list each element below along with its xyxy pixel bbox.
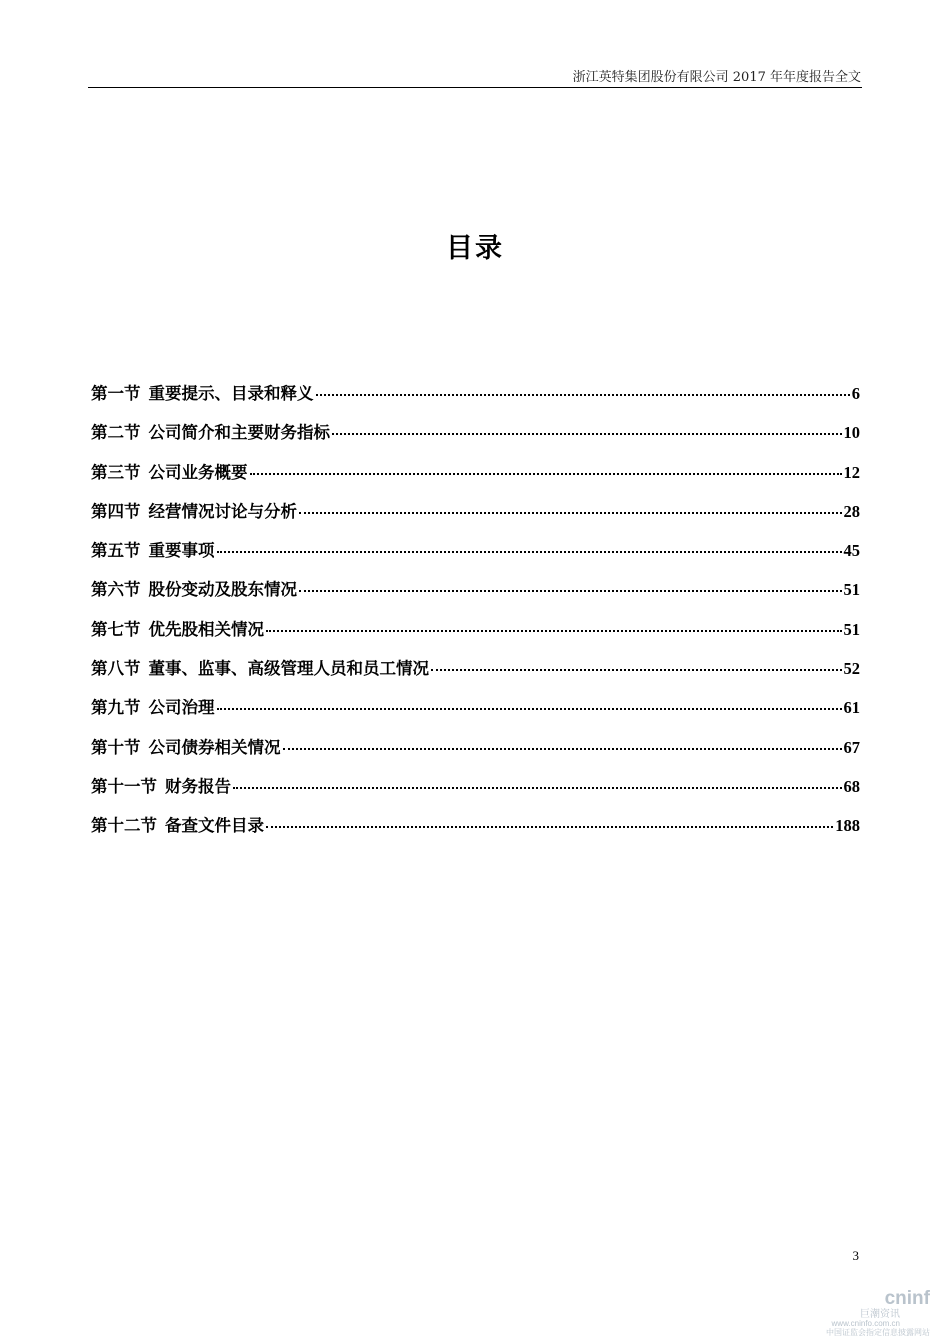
header-rule bbox=[88, 87, 862, 88]
toc-page-number: 52 bbox=[843, 659, 860, 679]
toc-section-number: 第四节 bbox=[91, 501, 141, 521]
toc-dot-leader bbox=[431, 669, 842, 671]
toc-entry[interactable] bbox=[91, 773, 860, 812]
toc-dot-leader bbox=[266, 630, 842, 632]
toc-page-number: 188 bbox=[835, 816, 860, 836]
toc-entry-label bbox=[91, 773, 231, 797]
toc-entry-label bbox=[91, 812, 264, 836]
toc-section-title: 重要提示、目录和释义 bbox=[148, 384, 314, 403]
toc-page-number: 12 bbox=[843, 462, 860, 482]
toc-entry-label bbox=[91, 576, 297, 600]
toc-title: 目录 bbox=[446, 233, 504, 264]
watermark-name: 巨潮资讯 bbox=[860, 1309, 900, 1321]
toc-page-number: 51 bbox=[843, 580, 860, 600]
toc-dot-leader bbox=[316, 394, 850, 396]
toc-section-title: 经营情况讨论与分析 bbox=[148, 501, 297, 521]
toc-dot-leader bbox=[332, 433, 842, 435]
toc-section-number: 第十节 bbox=[91, 737, 141, 757]
toc-section-title: 公司治理 bbox=[148, 698, 215, 718]
toc-page-number: 51 bbox=[843, 619, 860, 639]
toc-page-number: 61 bbox=[843, 698, 860, 718]
toc-section-title: 备查文件目录 bbox=[165, 816, 264, 836]
toc-entry-label bbox=[91, 380, 314, 404]
toc-entry-label bbox=[91, 694, 215, 718]
toc-entry[interactable] bbox=[91, 812, 860, 851]
toc-entry[interactable] bbox=[91, 694, 860, 733]
toc-entry[interactable] bbox=[91, 734, 860, 773]
toc-section-title: 优先股相关情况 bbox=[148, 619, 264, 639]
toc-section-number: 第五节 bbox=[91, 541, 141, 561]
toc-entry-label bbox=[91, 459, 248, 483]
toc-entry-label bbox=[91, 498, 297, 522]
toc-section-number: 第八节 bbox=[91, 659, 141, 679]
toc-entry-label bbox=[91, 616, 264, 640]
toc-page-number: 67 bbox=[843, 737, 860, 757]
toc-entry[interactable] bbox=[91, 498, 860, 537]
toc-entry-label bbox=[91, 419, 330, 443]
toc-entry[interactable] bbox=[91, 655, 860, 694]
toc-dot-leader bbox=[283, 748, 842, 750]
toc-page-number: 45 bbox=[843, 541, 860, 561]
toc-section-number: 第九节 bbox=[91, 698, 141, 718]
watermark-org: 中国证监会指定信息披露网站 bbox=[826, 1328, 930, 1338]
toc-section-number: 第十二节 bbox=[91, 816, 157, 836]
toc-entry[interactable] bbox=[91, 537, 860, 576]
toc-list bbox=[91, 380, 860, 852]
page-number: 3 bbox=[852, 1248, 859, 1263]
toc-entry[interactable] bbox=[91, 576, 860, 615]
toc-section-title: 公司业务概要 bbox=[148, 462, 248, 482]
toc-section-title: 董事、监事、高级管理人员和员工情况 bbox=[148, 659, 429, 679]
toc-dot-leader bbox=[233, 787, 842, 789]
toc-page-number: 6 bbox=[851, 384, 860, 403]
toc-entry[interactable] bbox=[91, 459, 860, 498]
toc-section-number: 第三节 bbox=[91, 462, 141, 482]
cninfo-logo: cninf bbox=[884, 1287, 930, 1309]
toc-dot-leader bbox=[217, 551, 842, 553]
toc-entry-label bbox=[91, 655, 429, 679]
toc-section-title: 财务报告 bbox=[165, 776, 231, 796]
watermark-url: www.cninfo.com.cn bbox=[831, 1319, 900, 1329]
toc-section-number: 第十一节 bbox=[91, 776, 157, 796]
toc-entry-label bbox=[91, 537, 215, 561]
toc-dot-leader bbox=[217, 708, 842, 710]
toc-page-number: 68 bbox=[843, 776, 860, 796]
toc-entry-label bbox=[91, 734, 281, 758]
toc-dot-leader bbox=[250, 473, 842, 475]
toc-entry[interactable] bbox=[91, 616, 860, 655]
toc-section-number: 第六节 bbox=[91, 580, 141, 600]
toc-dot-leader bbox=[266, 826, 833, 828]
running-header: 浙江英特集团股份有限公司 2017 年年度报告全文 bbox=[572, 70, 861, 85]
toc-entry[interactable] bbox=[91, 380, 860, 419]
toc-section-number: 第二节 bbox=[91, 423, 141, 443]
toc-section-title: 股份变动及股东情况 bbox=[148, 580, 297, 600]
toc-page-number: 10 bbox=[843, 423, 860, 443]
toc-section-title: 公司债券相关情况 bbox=[148, 737, 281, 757]
toc-entry[interactable] bbox=[91, 419, 860, 458]
cninfo-watermark bbox=[800, 1289, 930, 1338]
toc-section-number: 第一节 bbox=[91, 384, 141, 403]
toc-section-title: 公司简介和主要财务指标 bbox=[148, 423, 330, 443]
toc-dot-leader bbox=[299, 590, 842, 592]
toc-section-title: 重要事项 bbox=[148, 541, 215, 561]
toc-page-number: 28 bbox=[843, 501, 860, 521]
toc-dot-leader bbox=[299, 512, 842, 514]
toc-section-number: 第七节 bbox=[91, 619, 141, 639]
